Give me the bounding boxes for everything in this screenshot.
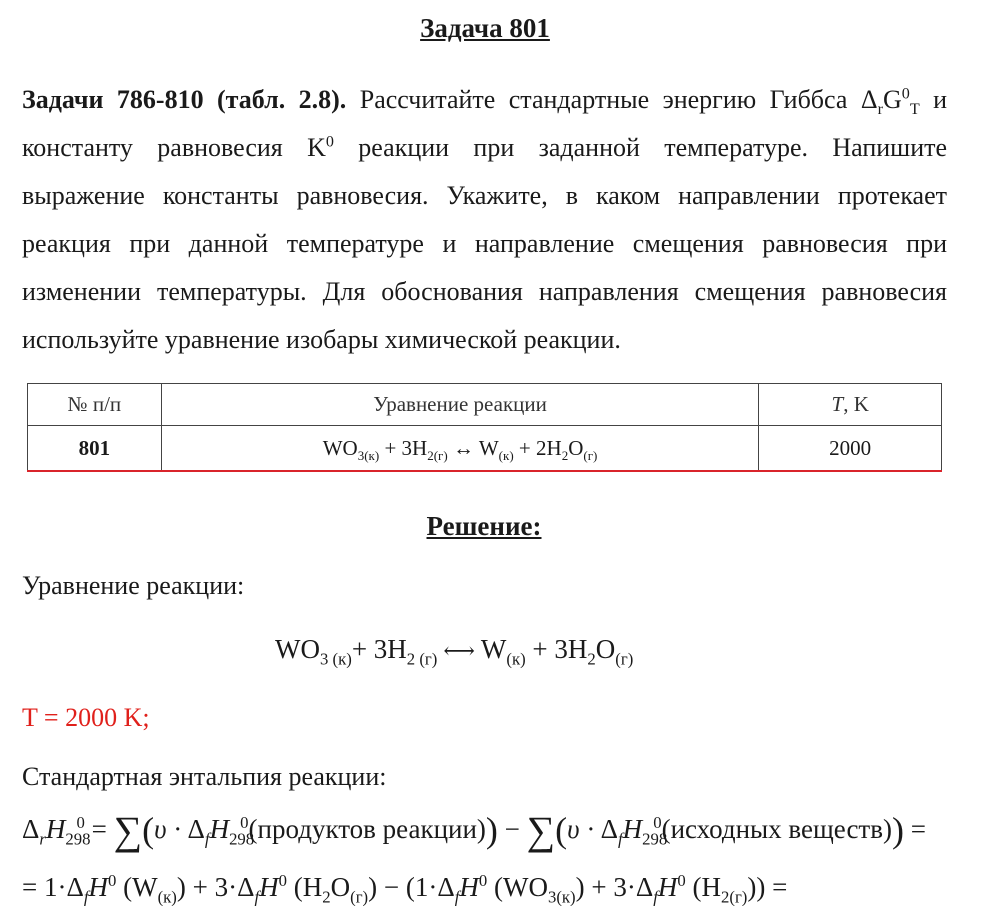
reaction-equation: $WO_{3 (к)}+ 3H_{2 (г)}$ ⟷ $W_{(к)} + 3H_2O_{(г)}$ bbox=[275, 634, 634, 669]
equilibrium-arrow-icon: ⟷ bbox=[443, 638, 475, 663]
enthalpy-formula: $\Delta_rH_{298}^0 = \sum(\upsilon$ · $\Delta_fH_{298}^0(продуктов$ реакции)) − $\sum(\upsilon \cdot \Delta_fH_{298}^0(исходных$ веществ)) = bbox=[22, 808, 926, 853]
task-prefix: Задачи 786-810 (табл. 2.8). bbox=[22, 85, 347, 114]
header-temperature: T, K bbox=[759, 384, 942, 426]
row-temperature: 2000 bbox=[759, 426, 942, 472]
row-number: 801 bbox=[28, 426, 162, 472]
header-number: № п/п bbox=[28, 384, 162, 426]
reaction-table bbox=[27, 383, 942, 472]
table-row bbox=[28, 426, 942, 472]
header-equation: Уравнение реакции bbox=[161, 384, 759, 426]
reaction-label: Уравнение реакции: bbox=[22, 571, 245, 600]
task-statement: Задачи 786-810 (табл. 2.8). Рассчитайте стандартные энергию Гиббса $\Delta_rG^0_T$ и константу равновесия $K^0$ реакции при заданной температуре. Напишите выражение константы равновесия. Укажите, в каком направлении протекает реакция при данной температуре и направление смещения равновесия при изменении температуры. Для обоснования направления смещения равновесия используйте уравнение изобары химической реакции. bbox=[22, 85, 948, 354]
temperature-line: T = 2000 K; bbox=[22, 703, 150, 732]
enthalpy-label: Стандартная энтальпия реакции: bbox=[22, 762, 387, 791]
page-title: Задача 801 bbox=[420, 13, 550, 43]
row-equation: $WO_{3(к)} + 3H_{2(г)}$ ↔ $W_{(к)} + 2H_2O_{(г)}$ bbox=[161, 426, 759, 472]
table-header-row bbox=[28, 384, 942, 426]
formula-continuation: = $1\cdot\Delta_fH^0$ $(W_{(к)}) + 3\cdot\Delta_fH^0$ $(H_2O_{(г)}) - (1\cdot\Delta_fH^0$ $(WO_{3(к)}) + 3\cdot\Delta_fH^0$ $(H_{2(г)})$) = bbox=[22, 871, 788, 906]
solution-title: Решение: bbox=[426, 511, 542, 541]
